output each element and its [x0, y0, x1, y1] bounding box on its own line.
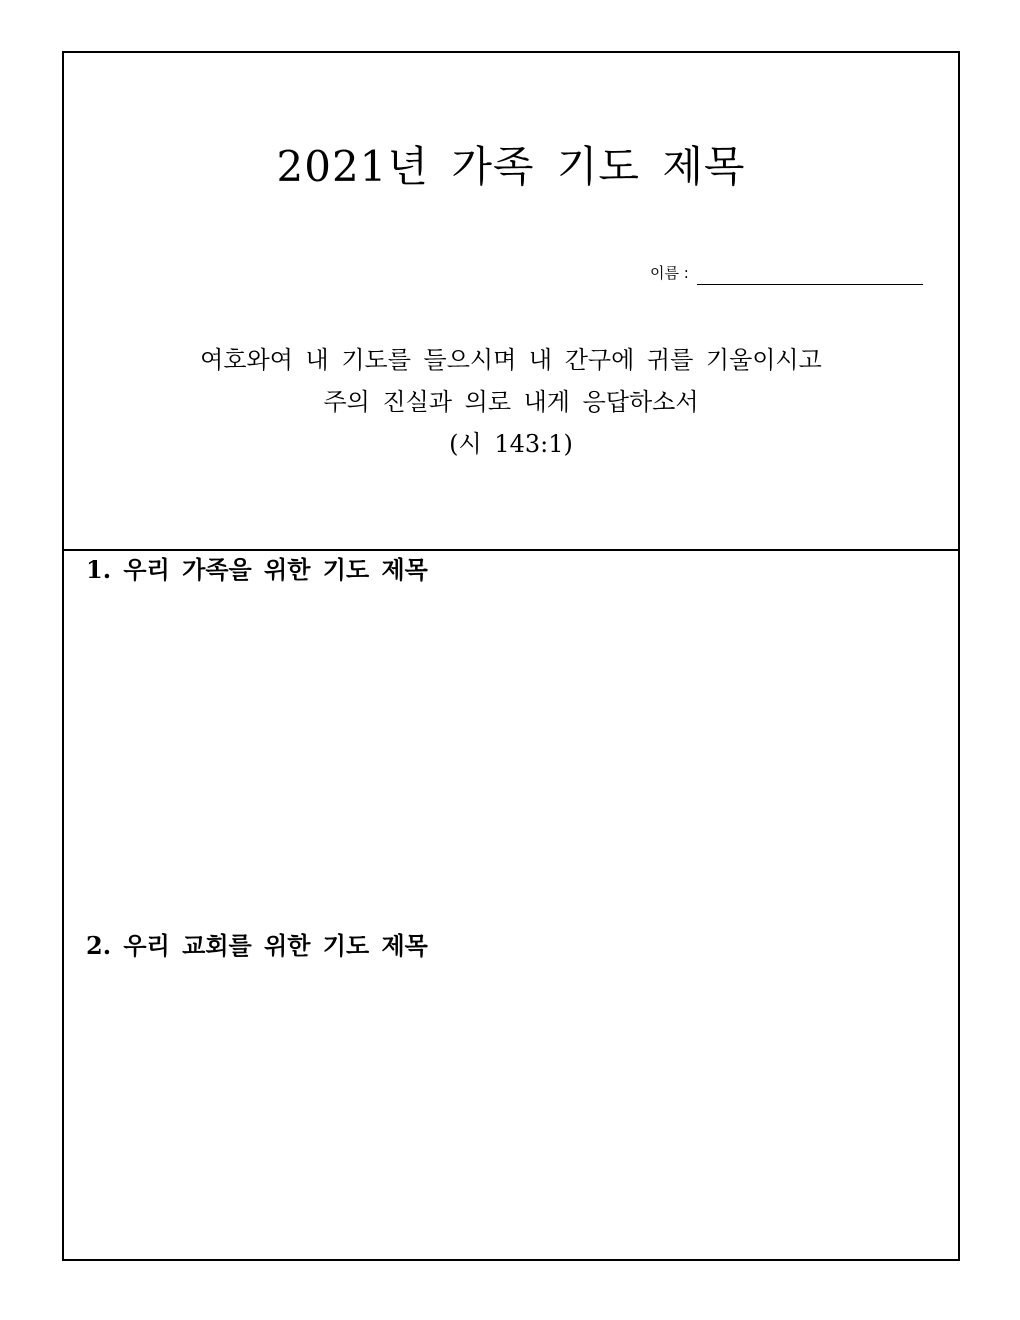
name-field[interactable] — [697, 260, 923, 285]
page-title: 2021년 가족 기도 제목 — [276, 142, 746, 191]
page-frame — [62, 51, 960, 1261]
verse-line-2: 주의 진실과 의로 내게 응답하소서 — [323, 388, 699, 416]
section-heading-family: 1. 우리 가족을 위한 기도 제목 — [86, 555, 428, 584]
section-heading-church: 2. 우리 교회를 위한 기도 제목 — [86, 931, 428, 960]
header-section — [64, 53, 958, 551]
verse-reference: (시 143:1) — [449, 430, 573, 458]
name-row — [650, 257, 923, 285]
name-label: 이름 : — [650, 264, 689, 282]
verse-line-1: 여호와여 내 기도를 들으시며 내 간구에 귀를 기울이시고 — [200, 346, 822, 374]
scripture-verse — [64, 339, 958, 465]
